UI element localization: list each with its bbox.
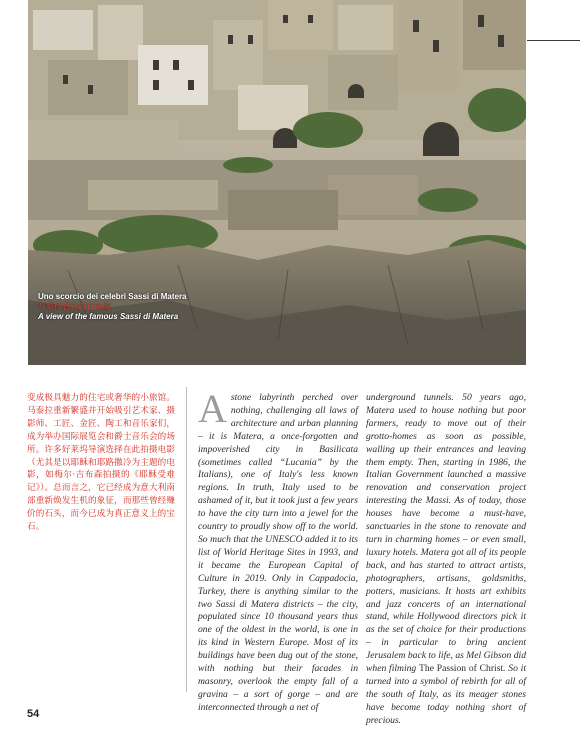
english-paragraph-2 — [366, 392, 526, 728]
page-number: 54 — [27, 708, 40, 720]
english-text-column-2 — [366, 392, 526, 728]
caption-italian: Uno scorcio dei celebri Sassi di Matera — [38, 292, 187, 301]
english-text-before-film: underground tunnels. 50 years ago, Matera used to house nothing but poor farmers, ready to move out of their grotto-homes as soon as possible, walling up their entrances and leaving them empty. Then, starting in 1986, the Italian Government launched a massive renovation and conservation project interesting the Massi. As of today, those houses have become a must-have, sanctuaries in the stone to renovate and turn in charming homes – or even small, luxury hotels. Matera got all of its people back, and has started to attract artists, photographers, artisans, goldsmiths, potters, musicians. It hosts art exhibits and jazz concerts of an international stand, while Hollywood directors pick it as the set of choice for their productions – in particular to bring ancient Jerusalem back to life, as Mel Gibson did when filming — [366, 392, 526, 675]
caption-english: A view of the famous Sassi di Matera — [38, 312, 179, 321]
chinese-text-column: 变成极具魅力的住宅或奢华的小旅馆。马泰拉重新繁盛并开始吸引艺术家、摄影师、工匠、金匠、陶工和音乐家们，成为举办国际展览会和爵士音乐会的场所。许多好莱坞导演选择在此拍摄电影（尤其是以耶稣和耶路撒冷为主题的电影，如梅尔·吉布森拍摄的《耶稣受难记》）。总而言之，它已经成为意大利南部重新焕发生机的象征，而那些曾经赚价的石头，而今已成为真正意义上的宝石。 — [27, 393, 175, 533]
drop-cap: A — [198, 386, 227, 431]
film-title: The Passion of Christ — [419, 663, 504, 675]
column-divider — [186, 387, 187, 692]
english-text-column-1 — [198, 386, 358, 715]
photo-caption — [38, 292, 338, 322]
english-text-after-film: . So it turned into a symbol of rebirth for all of the south of Italy, as its meager stones have become today nothing short of precious. — [366, 663, 526, 726]
header-rule — [527, 40, 580, 41]
english-paragraph-1 — [198, 386, 358, 715]
caption-chinese: 马泰拉著名的石头城 — [38, 302, 110, 311]
english-lead-text: stone labyrinth perched over nothing, challenging all laws of architecture and urban planning – it is Matera, a once-forgotten and impoverished city in Basilicata (sometimes called “Lucania” by the Italians), one of Italy's less known regions. In truth, Italy used to be ashamed of it, but it took just a few years to have the city turn into a jewel for the country to proudly show off to the world. So much that the UNESCO added it to its list of World Heritage Sites in 1993, and it became the European Capital of Culture in 2019. Only in Cappadocia, Turkey, there is anything similar to the two Sassi di Matera districts – the city, populated since 10 thousand years thus one of the oldest in the world, is one in its kind in Western Europe. Most of its buildings have been dug out of the stone, with nothing but their facades in masonry, overlook the empty fall of a gravina – a sort of gorge – and are interconnected through a net of — [198, 392, 358, 713]
